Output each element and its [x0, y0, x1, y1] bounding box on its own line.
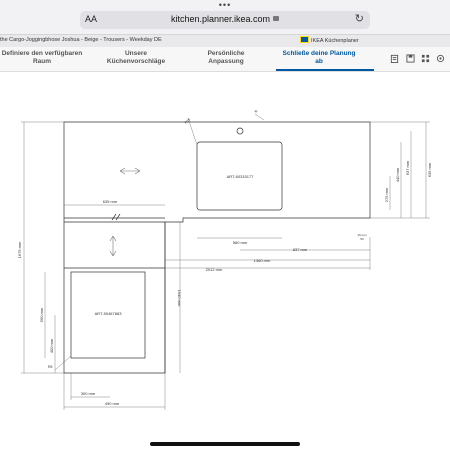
dim-label: 637 mm — [405, 160, 410, 176]
dim-label: 837 mm — [292, 247, 308, 252]
dim-leader — [55, 356, 71, 370]
reader-button[interactable]: AA — [85, 14, 98, 24]
step-label: Anpassung — [208, 58, 244, 65]
step-label: ab — [315, 58, 323, 65]
break-mark — [116, 214, 120, 220]
sink-article-label: ART-60315177 — [226, 174, 254, 179]
corner-radius-label: R15 — [183, 117, 192, 125]
corner-radius-label: R — [253, 109, 259, 114]
technical-drawing[interactable] — [0, 72, 450, 435]
dim-label: 490 mm — [104, 401, 120, 406]
step-label: Küchenvorschläge — [106, 58, 166, 65]
dim-label: 440 mm — [395, 167, 400, 183]
step-finish[interactable] — [273, 50, 365, 66]
home-indicator[interactable] — [150, 442, 300, 446]
tab-ikea-planner[interactable] — [300, 36, 359, 46]
cabinet-article-label: ART-50467883 — [94, 311, 122, 316]
dim-label: 560 mm — [232, 240, 248, 245]
dim-label: 50 — [360, 237, 364, 241]
dim-label: 300 mm — [80, 391, 96, 396]
planner-step-nav — [0, 47, 450, 72]
grain-vertical-icon — [110, 236, 116, 256]
corner-radius-label: R5 — [48, 365, 53, 369]
dim-label: 560 mm — [39, 307, 44, 323]
dim-label: 275 mm — [384, 187, 389, 203]
step-define-space[interactable] — [0, 50, 88, 66]
dim-label: 635 mm — [427, 162, 432, 178]
grain-horizontal-icon — [120, 168, 140, 174]
step-label: Definiere den verfügbaren — [1, 50, 83, 57]
lock-icon — [273, 16, 279, 21]
tab-title: IKEA Küchenplaner — [311, 38, 359, 44]
step-customize[interactable] — [180, 50, 272, 66]
url-display[interactable] — [80, 14, 370, 24]
active-step-indicator — [276, 69, 374, 71]
dim-label: 635 mm — [102, 199, 118, 204]
ikea-logo-icon — [300, 36, 309, 43]
break-mark — [112, 214, 116, 220]
tab-title: the Cargo-Joggingbhose Joshua - Beige - Trousers - Weekday DE — [0, 37, 162, 43]
dim-label: 1360 mm — [253, 258, 271, 263]
step-label: Schließe deine Planung — [282, 50, 356, 57]
dim-label: 1675 mm — [17, 241, 22, 259]
multitask-dots-icon[interactable]: ••• — [218, 0, 232, 10]
dim-label: 1040 mm — [177, 289, 182, 307]
step-suggestions[interactable] — [90, 50, 182, 66]
step-label: Persönliche — [207, 50, 245, 57]
tab-bar — [0, 34, 450, 48]
dim-leader — [255, 114, 264, 120]
clipboard-icon[interactable] — [390, 54, 399, 63]
grid-icon[interactable] — [421, 54, 430, 63]
save-icon[interactable] — [406, 54, 415, 63]
dim-label: 2012 mm — [205, 267, 223, 272]
dim-label: 400 mm — [49, 338, 54, 354]
step-label: Raum — [32, 58, 52, 65]
settings-icon[interactable] — [436, 54, 445, 63]
reload-icon[interactable]: ↻ — [354, 13, 364, 25]
url-text: kitchen.planner.ikea.com — [170, 14, 271, 24]
step-label: Unsere — [124, 50, 148, 57]
browser-toolbar — [0, 0, 450, 34]
tap-hole — [237, 128, 243, 134]
countertop-outline — [64, 122, 370, 373]
address-bar[interactable] — [80, 11, 370, 29]
tab-weekday[interactable] — [0, 36, 220, 45]
dim-label: 15 mm — [357, 233, 367, 237]
